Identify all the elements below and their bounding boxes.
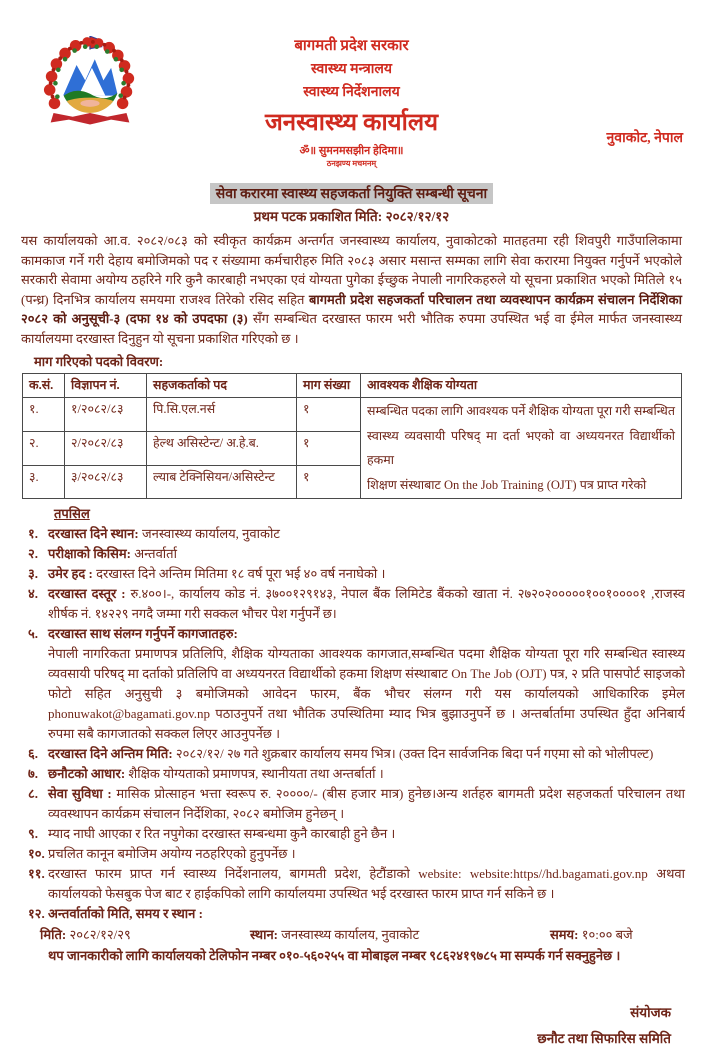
item-number: ४.	[28, 586, 39, 602]
list-item-6	[22, 744, 685, 764]
cell-count: १	[297, 431, 361, 465]
item-number: १.	[28, 526, 39, 542]
item-label: उमेर हद :	[48, 566, 93, 582]
intro-paragraph	[21, 231, 682, 348]
cell-post: हेल्थ असिस्टेन्ट/ अ.हे.ब.	[147, 431, 297, 465]
item-label: अन्तर्वार्ताको मिति, समय र स्थान :	[48, 906, 203, 922]
intro-part-1: यस कार्यालयको आ.व. २०८२/०८३ को स्वीकृत कार्यक्रम अन्तर्गत जनस्वास्थ्य कार्यालय, नुवाकोटको मातहतमा रही शिवपुरी गाउँपालिकामा कामकाज गर्ने गरी देहाय बमोजिमको पद र संख्यामा कर्मचारीहरु मिति २०८३ असार मसान्त सम्मका लागि सेवा करारमा नियुक्त गर्नुपर्ने भएकोले सरकारी सेवामा अयोग्य ठहरिने गरि कुनै कारबाही नभएका एवं योग्यता पुगेका ईच्छुक नेपाली नागरिकहरुले यो सूचना प्रकाशित भएको मितिले १५ (पन्ध्र) दिनभित्र कार्यालय समयमा राजश्व तिरेको रसिद सहित	[21, 233, 682, 307]
item-number: ८.	[28, 786, 39, 802]
letterhead	[0, 0, 703, 169]
item-number: ११.	[28, 866, 45, 882]
item-text: २०८२/१२/ २७ गते शुक्रबार कार्यालय समय भित्र। (उक्त दिन सार्वजनिक बिदा पर्न गएमा सो को भोलीपल्ट)	[172, 746, 654, 762]
item-text: मासिक प्रोत्साहन भत्ता स्वरूप रु. २००००/- (बीस हजार मात्र) हुनेछ।अन्य शर्तहरु बागमती प्रदेश सहजकर्ता परिचालन तथा व्यवस्थापन कार्यक्रम संचालन निर्देशिका, २०८२ बमोजिम हुनेछन् ।	[48, 786, 685, 822]
item-number: १०.	[28, 846, 45, 862]
contact-info-line: थप जानकारीको लागि कार्यालयको टेलिफोन नम्बर ०१०-५६०२५५ वा मोबाइल नम्बर ९८६२४१९७८५ मा सम्पर्क गर्न सक्नुहुनेछ ।	[48, 948, 621, 964]
qualification-line: शिक्षण संस्थाबाट On the Job Training (OJT) पत्र प्राप्त गरेको	[367, 477, 647, 492]
date-value: २०८२/१२/२९	[66, 927, 131, 943]
motto-script-line-2: ठनझण्य मचमनम्	[326, 159, 377, 168]
col-qualification: आवश्यक शैक्षिक योग्यता	[361, 374, 682, 398]
list-item-10	[22, 844, 685, 864]
place-label: स्थान:	[250, 927, 279, 943]
office-location: नुवाकोट, नेपाल	[606, 131, 683, 146]
cell-sn: ३.	[23, 465, 65, 499]
list-item-8	[22, 784, 685, 824]
item-text: रु.४००।-, कार्यालय कोड नं. ३७००१२९१४३, नेपाल बैंक लिमिटेड बैंकको खाता नं. २७२०२०००००१००१००००१ ,राजस्व शीर्षक नं. १४२२९ नगदै जम्मा गरी सक्कल भौचर पेश गर्नुपर्नें छ।	[48, 586, 685, 622]
cell-ad-no: ३/२०८२/८३	[65, 465, 147, 499]
item-text: प्रचलित कानून बमोजिम अयोग्य नठहरिएको हुनुपर्नेछ ।	[48, 846, 296, 862]
list-item-2	[22, 544, 685, 564]
item-label: दरखास्त साथ संलग्न गर्नुपर्ने कागजातहरु:	[48, 626, 238, 642]
directorate-line: स्वास्थ्य निर्देशनालय	[303, 85, 400, 100]
notice-title-wrap	[0, 183, 703, 204]
positions-caption: माग गरिएको पदको विवरण:	[34, 354, 164, 369]
intro-directive-bold: बागमती प्रदेश सहजकर्ता परिचालन तथा व्यवस्थापन कार्यक्रम संचालन निर्देशिका २०८२ को अनुसूची-३ (दफा १४ को उपदफा (३)	[21, 291, 682, 326]
item-label: छनौटको आधार:	[48, 766, 126, 782]
item-number: ३.	[28, 566, 39, 582]
item-text: म्याद नाघी आएका र रित नपुगेका दरखास्त सम्बन्धमा कुनै कारबाही हुने छैन ।	[48, 826, 396, 842]
interview-time	[550, 925, 683, 945]
nepal-government-emblem	[42, 36, 138, 140]
col-ad-no: विज्ञापन नं.	[65, 374, 147, 398]
interview-details-row	[40, 925, 683, 945]
motto-script-line-1: ॐ॥ सुमनमसझीन हेदिमा॥	[299, 145, 404, 157]
cell-ad-no: १/२०८२/८३	[65, 398, 147, 432]
item-label: दरखास्त दिने स्थान:	[48, 526, 139, 542]
col-post: सहजकर्ताको पद	[147, 374, 297, 398]
qualification-line: सम्बन्धित पदका लागि आवश्यक पर्ने शैक्षिक योग्यता पूरा गरी सम्बन्धित	[367, 404, 675, 418]
cell-post: पि.सि.एल.नर्स	[147, 398, 297, 432]
list-item-5	[22, 624, 685, 744]
item-label: दरखास्त दस्तूर :	[48, 586, 126, 602]
col-sn: क.सं.	[23, 374, 65, 398]
item-text: अन्तर्वार्ता	[130, 546, 177, 562]
list-item-7	[22, 764, 685, 784]
cell-qualification	[361, 398, 682, 499]
cell-post: ल्याब टेक्निसियन/असिस्टेन्ट	[147, 465, 297, 499]
ministry-line: स्वास्थ्य मन्त्रालय	[311, 62, 392, 77]
table-row	[23, 398, 682, 432]
office-name: जनस्वास्थ्य कार्यालय	[264, 110, 439, 136]
list-item-11	[22, 864, 685, 904]
time-value: १०:०० बजे	[578, 927, 633, 943]
interview-date	[40, 925, 250, 945]
list-item-4	[22, 584, 685, 624]
item-label: परीक्षाको किसिम:	[48, 546, 131, 562]
cell-sn: २.	[23, 431, 65, 465]
list-item-12	[22, 904, 685, 924]
item-text: शैक्षिक योग्यताको प्रमाणपत्र, स्थानीयता तथा अन्तर्बार्ता ।	[125, 766, 384, 782]
published-date-line: प्रथम पटक प्रकाशित मिति: २०८२/१२/१२	[253, 209, 450, 224]
conditions-list	[22, 524, 685, 924]
table-header-row	[23, 374, 682, 398]
cell-sn: १.	[23, 398, 65, 432]
item-number: ९.	[28, 826, 39, 842]
signatory-role: संयोजक	[630, 1005, 671, 1021]
item-number: ६.	[28, 746, 39, 762]
signatory-committee: छनौट तथा सिफारिस समिति	[537, 1031, 671, 1047]
item-number: ५.	[28, 626, 39, 642]
item-label: दरखास्त दिने अन्तिम मिति:	[48, 746, 173, 762]
signature-block	[0, 1000, 671, 1052]
qualification-line: स्वास्थ्य व्यवसायी परिषद् मा दर्ता भएको वा अध्ययनरत विद्यार्थीको हकमा	[367, 428, 675, 468]
notice-title: सेवा करारमा स्वास्थ्य सहजकर्ता नियुक्ति सम्बन्धी सूचना	[210, 183, 493, 204]
cell-count: १	[297, 465, 361, 499]
item-text: दरखास्त दिने अन्तिम मितिमा १८ वर्ष पूरा भई ४० वर्ष ननाघेको ।	[92, 566, 386, 582]
list-item-9	[22, 824, 685, 844]
interview-place	[250, 925, 550, 945]
item-text: नेपाली नागरिकता प्रमाणपत्र प्रतिलिपि, शैक्षिक योग्यताका आवश्यक कागजात,सम्बन्धित पदमा शैक्षिक योग्यता पूरा गरि सम्बन्धित स्वास्थ्य व्यवसायी परिषद् मा दर्ताको प्रतिलिपि वा अध्ययनरत विद्यार्थीको हकमा शिक्षण संस्थाबाट On The Job (OJT) पत्र, २ प्रति पासपोर्ट साइजको फोटो सहित अनुसुची ३ बमोजिमको आवेदन फारम, बैंक भौचर संलग्न गरी यस कार्यालयको आधिकारिक इमेल phonuwakot@bagamati.gov.np पठाउनुपर्ने तथा भौतिक उपस्थितिमा म्याद भित्र बुझाउनुपर्ने छ । अन्तर्बार्तामा उपस्थित हुँदा अनिबार्य रुपमा सबै कागजातको सक्कल लिएर आउनुपर्नेछ ।	[48, 646, 685, 742]
place-value: जनस्वास्थ्य कार्यालय, नुवाकोट	[278, 927, 420, 943]
positions-table	[22, 373, 682, 499]
item-label: सेवा सुविधा :	[48, 786, 112, 802]
government-line: बागमती प्रदेश सरकार	[294, 38, 409, 54]
time-label: समय:	[550, 927, 579, 943]
banner-ribbon	[51, 113, 130, 125]
date-label: मिति:	[40, 927, 67, 943]
item-text: दरखास्त फारम प्राप्त गर्न स्वास्थ्य निर्देशनालय, बागमती प्रदेश, हेटौंडाको website: website:https//hd.bagamati.gov.np अथवा कार्यालयको फेसबुक पेज बाट र हाईकपिको लागि कार्यालयमा उपस्थित भई दरखास्त फारम प्राप्त गर्न सकिने छ ।	[48, 866, 685, 902]
col-count: माग संख्या	[297, 374, 361, 398]
list-item-3	[22, 564, 685, 584]
item-number: ७.	[28, 766, 39, 782]
cell-count: १	[297, 398, 361, 432]
emblem-scene	[61, 55, 119, 113]
intro-part-3: सँग सम्बन्धित दरखास्त फारम भरी भौतिक रुपमा उपस्थित भई वा ईमेल मार्फत जनस्वास्थ्य कार्यालयमा दरखास्त दिनुहुन यो सूचना प्रकाशित गरिएको छ ।	[21, 311, 682, 346]
item-number: १२.	[28, 906, 45, 922]
item-text: जनस्वास्थ्य कार्यालय, नुवाकोट	[138, 526, 280, 542]
item-number: २.	[28, 546, 39, 562]
cell-ad-no: २/२०८२/८३	[65, 431, 147, 465]
tapasil-heading: तपसिल	[54, 506, 90, 522]
list-item-1	[22, 524, 685, 544]
